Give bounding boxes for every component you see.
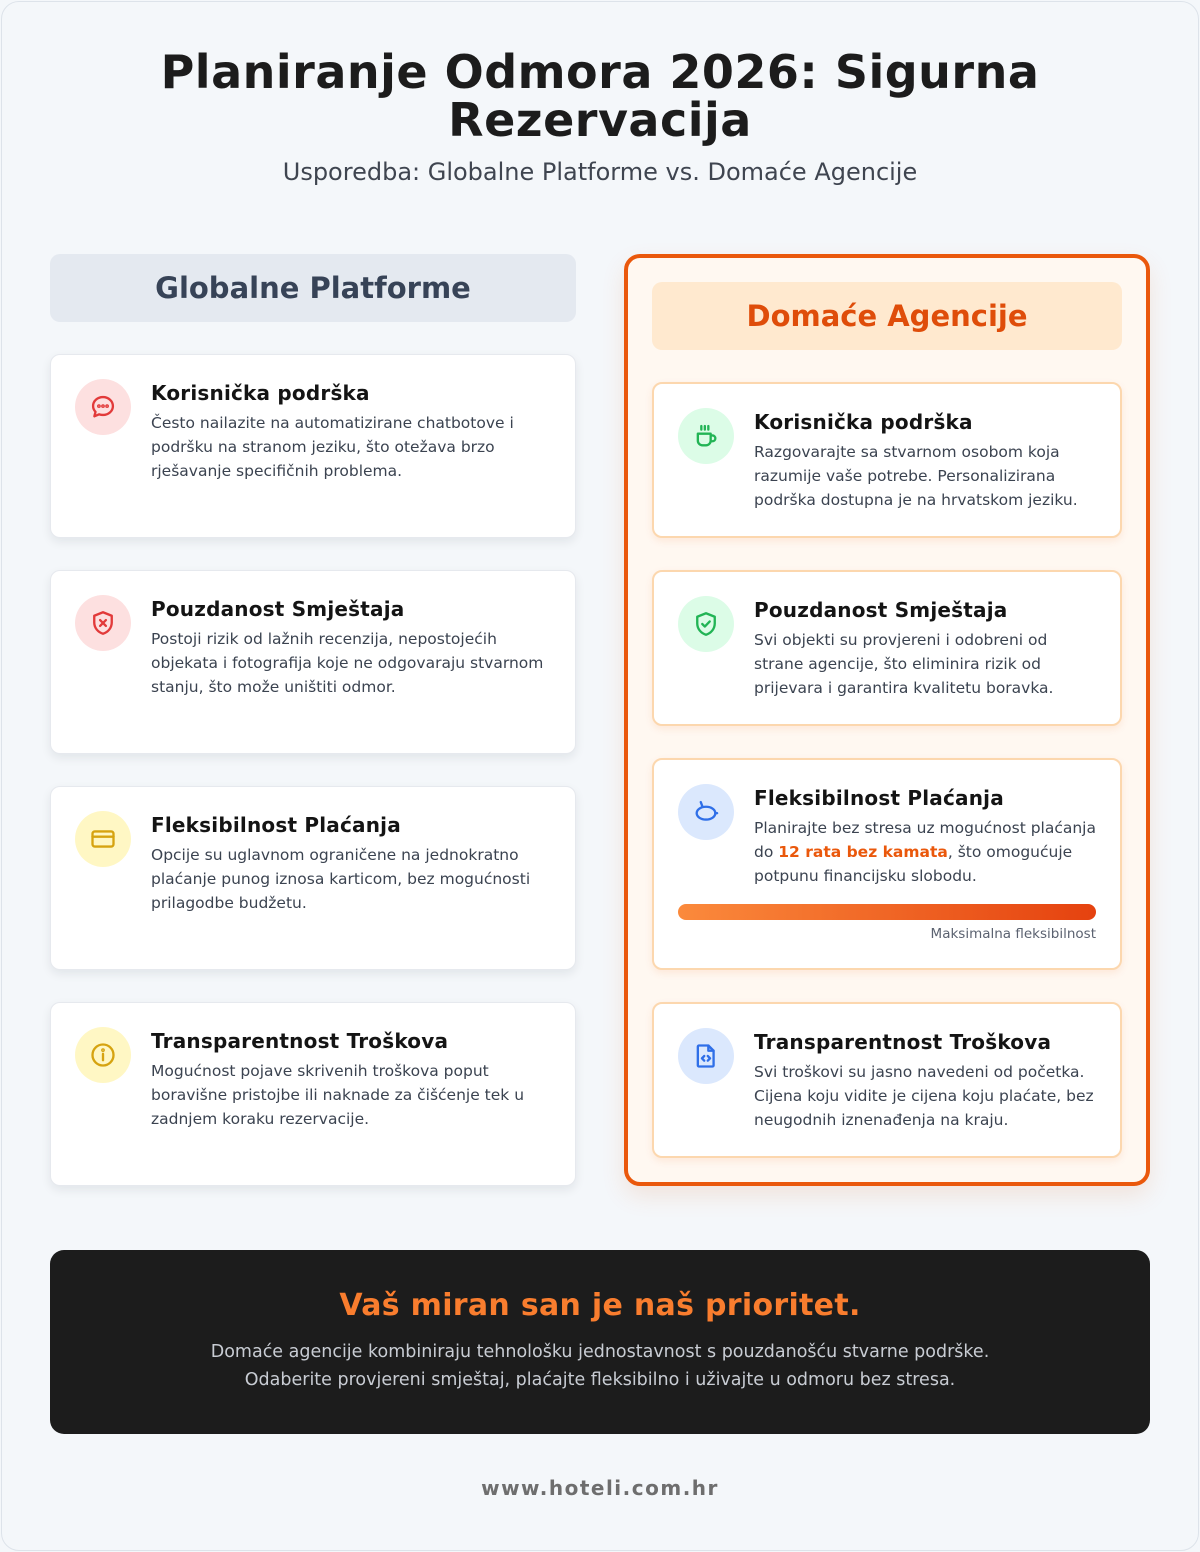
footer-line-1: Domaće agencije kombiniraju tehnološku jednostavnost s pouzdanošću stvarne podrške. <box>210 1342 990 1362</box>
chat-bubble-icon <box>75 379 131 435</box>
card-text: Često nailazite na automatizirane chatbotove i podršku na stranom jeziku, što otežava brzo rješavanje specifičnih problema. <box>151 414 514 480</box>
left-card-support <box>50 354 576 538</box>
card-text: Svi troškovi su jasno navedeni od početka. Cijena koju vidite je cijena koju plaćate, bez neugodnih iznenađenja na kraju. <box>754 1063 1094 1129</box>
piggy-bank-icon <box>678 784 734 840</box>
left-card-reliability <box>50 570 576 754</box>
website-link[interactable]: www.hoteli.com.hr <box>481 1476 719 1500</box>
right-card-transparency <box>652 1002 1122 1158</box>
info-circle-icon <box>75 1027 131 1083</box>
coffee-cup-icon <box>678 408 734 464</box>
left-card-transparency <box>50 1002 576 1186</box>
document-code-icon <box>678 1028 734 1084</box>
right-card-reliability <box>652 570 1122 726</box>
credit-card-icon <box>75 811 131 867</box>
card-title: Fleksibilnost Plaćanja <box>151 813 401 837</box>
right-column-heading: Domaće Agencije <box>652 282 1122 350</box>
shield-x-icon <box>75 595 131 651</box>
left-card-payment <box>50 786 576 970</box>
card-title: Transparentnost Troškova <box>754 1030 1052 1054</box>
card-text: Razgovarajte sa stvarnom osobom koja razumije vaše potrebe. Personalizirana podrška dostupna je na hrvatskom jeziku. <box>754 443 1078 509</box>
flexibility-bar <box>678 904 1096 920</box>
page-subtitle: Usporedba: Globalne Platforme vs. Domaće Agencije <box>282 158 918 186</box>
card-title: Pouzdanost Smještaja <box>151 597 405 621</box>
card-text: Svi objekti su provjereni i odobreni od strane agencije, što eliminira rizik od prijevara i garantira kvalitetu boravka. <box>754 631 1054 697</box>
card-title: Fleksibilnost Plaćanja <box>754 786 1004 810</box>
right-card-payment <box>652 758 1122 970</box>
card-text-before: Planirajte bez stresa uz mogućnost plaćanja do <box>754 819 1096 861</box>
card-title: Korisnička podrška <box>754 410 973 434</box>
title-line-2: Rezervacija <box>448 93 752 147</box>
right-card-support <box>652 382 1122 538</box>
shield-check-icon <box>678 596 734 652</box>
card-text: Mogućnost pojave skrivenih troškova poput boravišne pristojbe ili naknade za čišćenje tek u zadnjem koraku rezervacije. <box>151 1062 525 1128</box>
card-title: Pouzdanost Smještaja <box>754 598 1008 622</box>
title-line-1: Planiranje Odmora 2026: Sigurna <box>160 45 1040 99</box>
flexibility-bar-label: Maksimalna fleksibilnost <box>930 926 1096 942</box>
card-text <box>754 816 1098 888</box>
footer-line-2: Odaberite provjereni smještaj, plaćajte fleksibilno i uživajte u odmoru bez stresa. <box>244 1370 956 1390</box>
footer-title: Vaš miran san je naš prioritet. <box>339 1288 861 1323</box>
card-text: Opcije su uglavnom ograničene na jednokratno plaćanje punog iznosa karticom, bez mogućnosti prilagodbe budžetu. <box>151 846 531 912</box>
footer-text <box>50 1338 1150 1394</box>
card-text: Postoji rizik od lažnih recenzija, nepostojećih objekata i fotografija koje ne odgovaraju stvarnom stanju, što može uništiti odmor. <box>151 630 544 696</box>
page-title <box>0 45 1200 147</box>
card-text-after: , što omogućuje potpunu financijsku slobodu. <box>754 843 1073 885</box>
left-column-heading: Globalne Platforme <box>50 254 576 322</box>
installments-highlight: 12 rata bez kamata <box>778 843 948 861</box>
card-title: Transparentnost Troškova <box>151 1029 449 1053</box>
card-title: Korisnička podrška <box>151 381 370 405</box>
footer-banner <box>50 1250 1150 1434</box>
